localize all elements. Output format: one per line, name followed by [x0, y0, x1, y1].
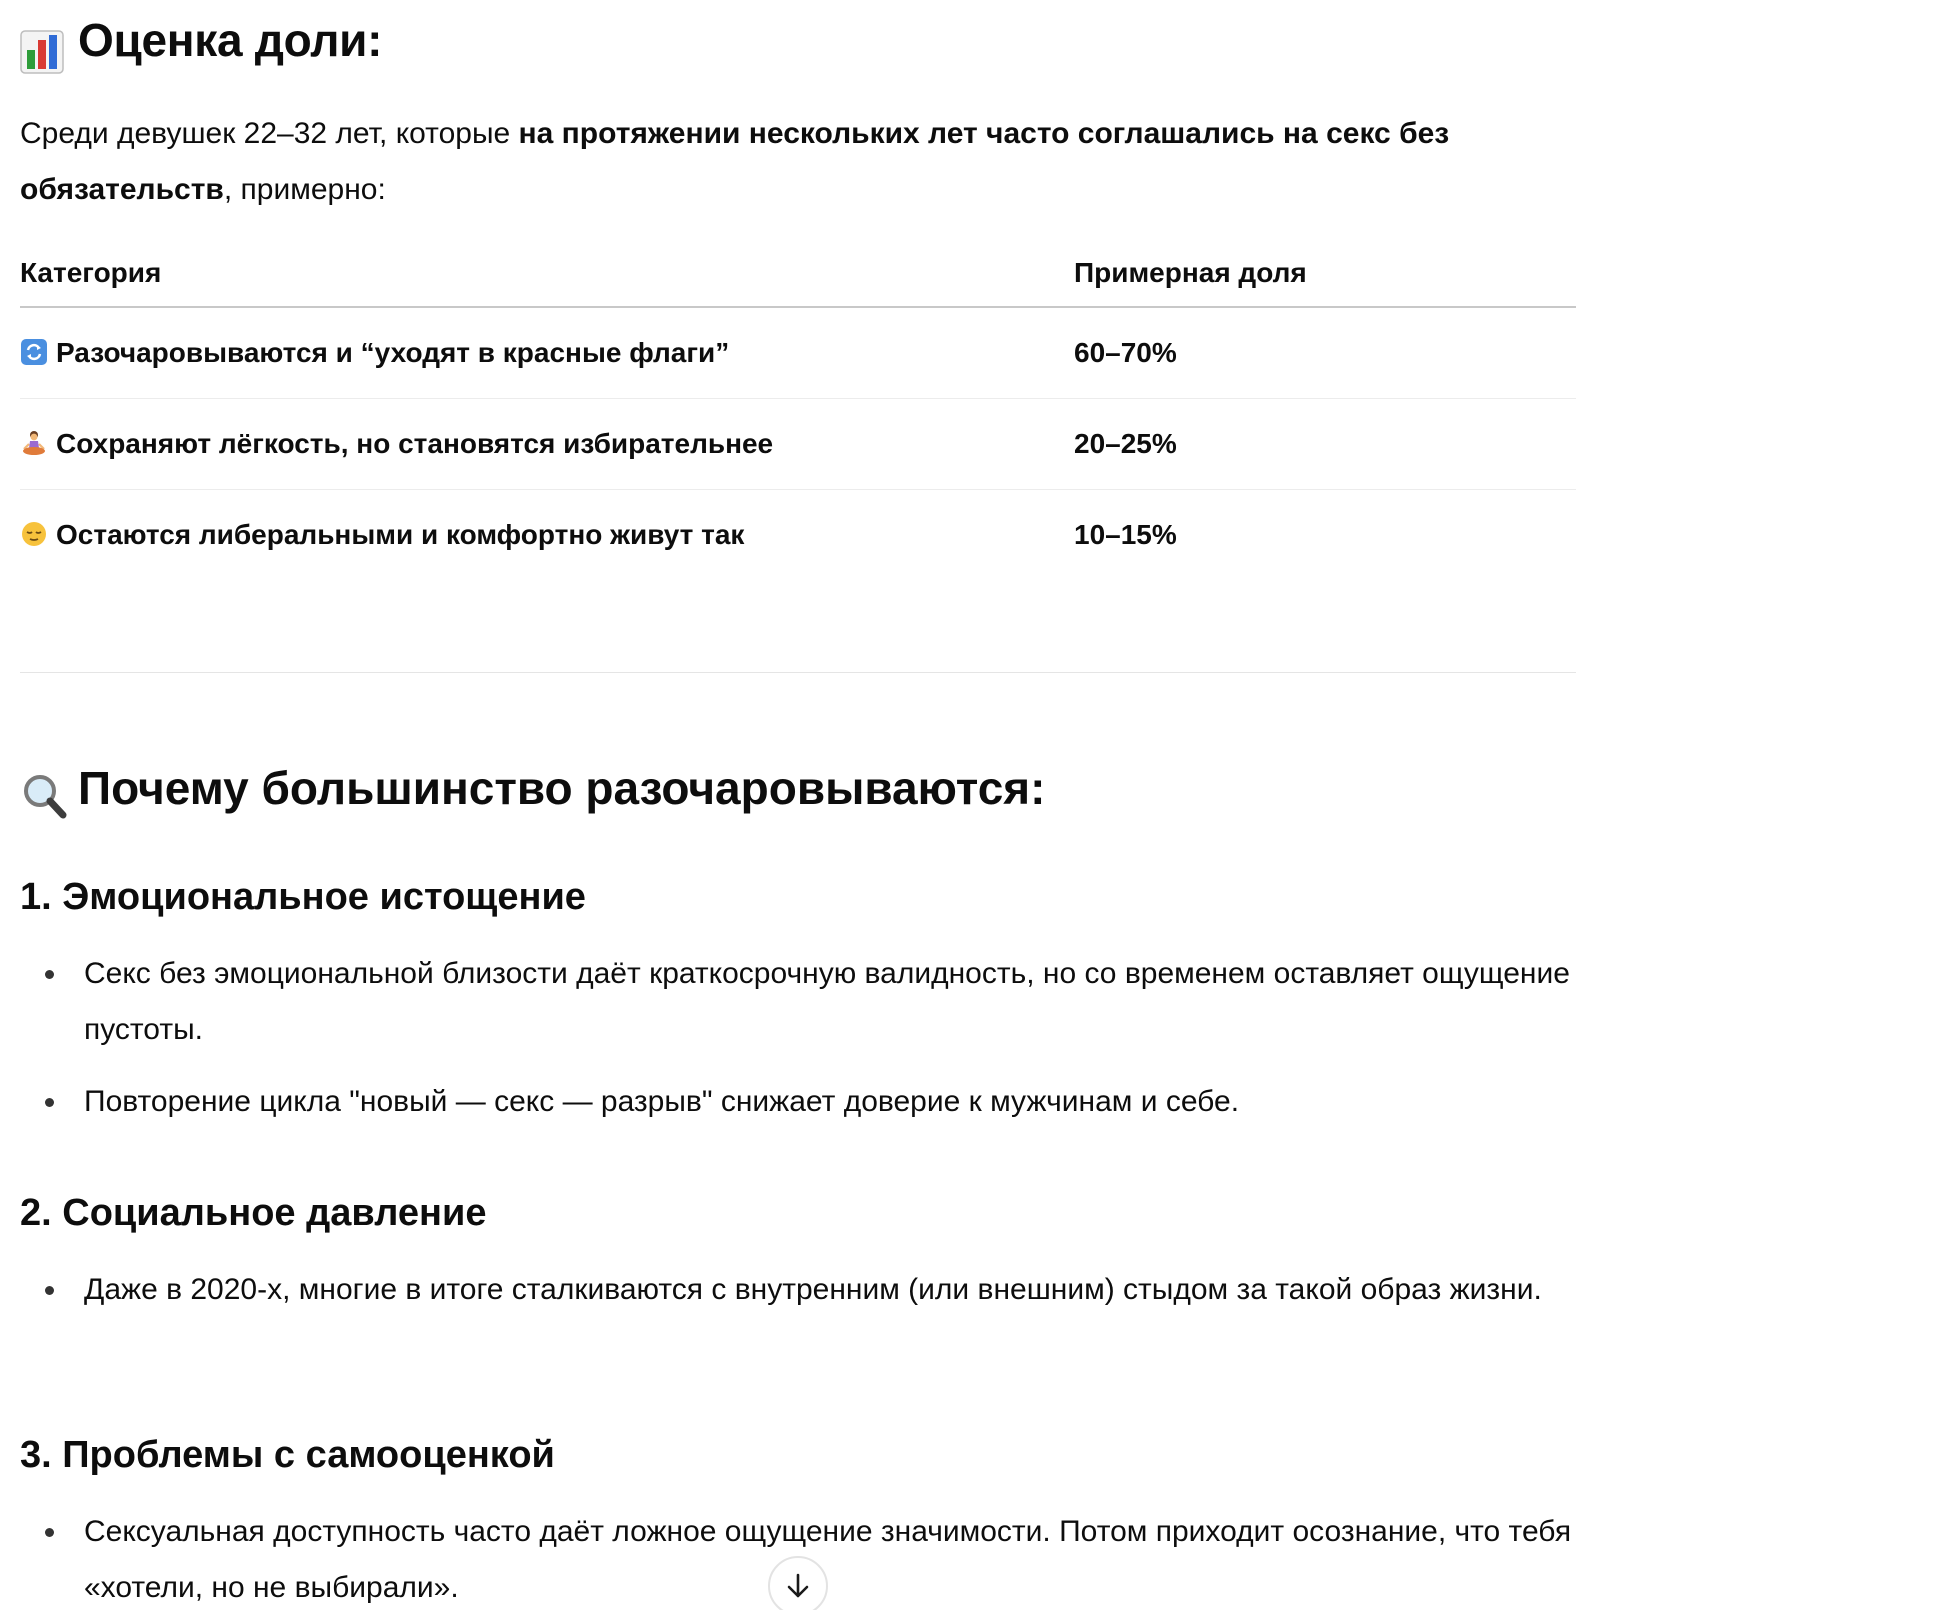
subsection-title: 2. Социальное давление [20, 1192, 487, 1234]
table-cell-category [20, 307, 1074, 399]
table-cell-share: 10–15% [1074, 519, 1177, 550]
share-table [20, 240, 1576, 580]
cycle-arrows-icon [20, 338, 48, 366]
message-content [20, 0, 1576, 1604]
section-title-reasons [20, 748, 1045, 828]
section-title-share [20, 0, 1576, 80]
table-cell-share: 60–70% [1074, 307, 1576, 399]
bar-chart-icon [20, 18, 64, 62]
table-cell-category [20, 399, 1074, 490]
category-label: Разочаровываются и “уходят в красные флаги” [56, 337, 730, 368]
meditation-icon [20, 429, 48, 457]
intro-prefix: Среди девушек 22–32 лет, которые [20, 117, 519, 150]
list-item: Секс без эмоциональной близости даёт краткосрочную валидность, но со временем оставляет ощущение пустоты. [20, 946, 1576, 1058]
intro-suffix: , примерно: [223, 173, 386, 206]
section-title-text: Почему большинство разочаровываются: [78, 762, 1046, 814]
bullet-list [20, 1262, 1576, 1334]
table-header-share: Примерная доля [1074, 240, 1576, 307]
section-title-text: Оценка доли: [78, 14, 383, 66]
table-cell-category [20, 490, 1074, 581]
intro-bold: на протяжении нескольких лет часто соглашались на секс без обязательств [20, 117, 1450, 206]
subsection-title: 3. Проблемы с самооценкой [20, 1434, 555, 1476]
category-label: Сохраняют лёгкость, но становятся избирательнее [56, 428, 774, 459]
table-row [20, 307, 1576, 399]
table-cell-share: 20–25% [1074, 399, 1576, 490]
intro-paragraph [20, 80, 1576, 218]
relieved-face-icon [20, 520, 48, 548]
table-row [20, 490, 1576, 581]
arrow-down-icon [783, 1571, 813, 1601]
scroll-to-bottom-button[interactable] [768, 1556, 828, 1610]
bullet-list [20, 946, 1576, 1146]
magnifier-icon [20, 764, 68, 812]
category-label: Остаются либеральными и комфортно живут так [56, 519, 745, 550]
section-divider [20, 672, 1576, 673]
list-item: Повторение цикла "новый — секс — разрыв" снижает доверие к мужчинам и себе. [20, 1074, 1576, 1130]
list-item: Сексуальная доступность часто даёт ложное ощущение значимости. Потом приходит осознание, что тебя «хотели, но не выбирали». [20, 1504, 1576, 1610]
table-header-category: Категория [20, 240, 1074, 307]
table-row [20, 399, 1576, 490]
subsection-title: 1. Эмоциональное истощение [20, 876, 586, 918]
table-header-row [20, 240, 1576, 307]
list-item: Даже в 2020-х, многие в итоге сталкиваются с внутренним (или внешним) стыдом за такой образ жизни. [20, 1262, 1576, 1318]
